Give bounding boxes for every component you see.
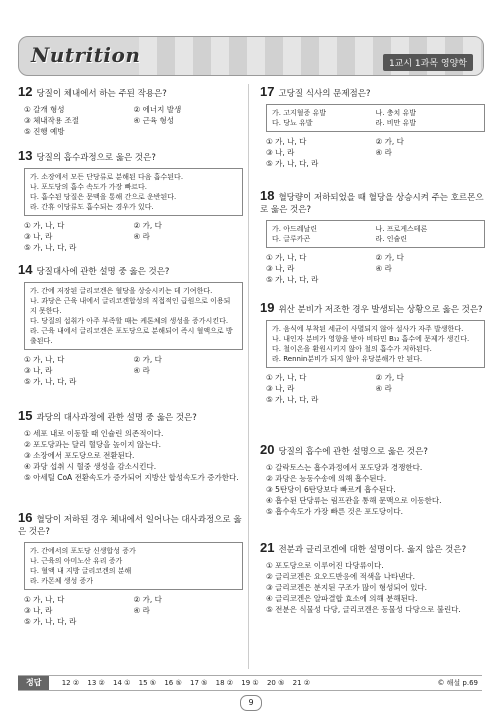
question-number: 14 [18, 262, 33, 277]
statement: 다. 당질의 섭취가 아주 부족할 때는 케톤체의 생성을 증가시킨다. [30, 317, 229, 325]
statement: 다. 흡수된 당질은 문맥을 통해 간으로 운반된다. [30, 193, 177, 201]
option[interactable]: ④ 흡수된 단당류는 림프관을 통해 문맥으로 이동한다. [266, 496, 442, 505]
statement: 가. 고지혈증 유발 [272, 109, 327, 117]
option[interactable]: ④ 라 [375, 148, 392, 157]
question-17 [260, 86, 485, 169]
option[interactable]: ① 갈개 형성 [24, 105, 65, 114]
answer-item: 20 ⑤ [266, 679, 285, 687]
question-text: 당질이 체내에서 하는 주된 작용은? [36, 89, 167, 99]
option[interactable]: ② 가, 다 [133, 221, 162, 230]
question-text: 당질대사에 관한 설명 중 옳은 것은? [36, 267, 170, 277]
option[interactable]: ② 가, 다 [133, 355, 162, 364]
statement: 나. 프로게스테론 [375, 225, 428, 233]
statement: 라. 인슐린 [375, 235, 407, 243]
question-21 [260, 542, 485, 615]
question-number: 12 [18, 84, 33, 99]
statement: 가. 간에서의 포도당 신생합성 증가 [30, 547, 136, 555]
option[interactable]: ② 가, 다 [375, 253, 404, 262]
statement: 라. 카몬체 생성 증가 [30, 577, 93, 585]
answer-key-label: 정답 [18, 676, 49, 690]
option[interactable]: ① 가, 나, 다 [266, 373, 307, 382]
option[interactable]: ⑤ 가, 나, 다, 라 [266, 159, 319, 168]
answer-item: 19 ① [241, 679, 259, 687]
option[interactable]: ③ 체내작용 조절 [24, 116, 79, 125]
column-divider [248, 84, 249, 669]
statement: 나. 과당은 근육 내에서 글리코겐합성의 직접적인 급원으로 이용되지 못한다. [30, 297, 231, 315]
statement: 가. 음식에 부착된 세균이 사멸되지 않아 설사가 자주 발생한다. [272, 325, 464, 333]
statement-box [24, 542, 243, 590]
question-15 [18, 410, 243, 483]
question-14 [18, 264, 243, 387]
statement: 나. 근육의 아미노산 유리 증가 [30, 557, 123, 565]
question-number: 16 [18, 510, 33, 525]
option[interactable]: ③ 나, 라 [24, 366, 53, 375]
option[interactable]: ④ 라 [133, 366, 150, 375]
option[interactable]: ① 갈락토스는 흡수과정에서 포도당과 경쟁한다. [266, 463, 423, 472]
question-19 [260, 302, 485, 405]
option[interactable]: ⑤ 가, 나, 다, 라 [24, 377, 77, 386]
statement: 라. 비만 유발 [375, 119, 416, 127]
option[interactable]: ② 가, 다 [375, 137, 404, 146]
statement: 다. 글루카곤 [272, 235, 311, 243]
option[interactable]: ① 가, 나, 다 [24, 595, 65, 604]
question-16 [18, 512, 243, 627]
option[interactable]: ③ 나, 라 [24, 232, 53, 241]
option[interactable]: ④ 라 [133, 606, 150, 615]
statement: 나. 충치 유발 [375, 109, 416, 117]
option[interactable]: ④ 근육 형성 [133, 116, 174, 125]
statement: 라. Rennin분비가 되지 않아 유당분해가 안 된다. [272, 355, 423, 363]
question-number: 20 [260, 442, 275, 457]
option[interactable]: ③ 나, 라 [266, 148, 295, 157]
question-text: 위산 분비가 저조한 경우 발생되는 상황으로 옳은 것은? [278, 305, 483, 315]
option[interactable]: ⑤ 가, 나, 다, 라 [266, 275, 319, 284]
option[interactable]: ① 세포 내로 이동할 때 인슐린 의존적이다. [24, 429, 164, 438]
statement: 다. 당뇨 유발 [272, 119, 313, 127]
answer-item: 16 ⑤ [164, 679, 182, 687]
option[interactable]: ② 가, 다 [375, 373, 404, 382]
option[interactable]: ④ 글리코겐은 알파결합 효소에 의해 분해된다. [266, 594, 418, 603]
option[interactable]: ③ 나, 라 [266, 264, 295, 273]
question-18 [260, 190, 485, 285]
statement: 다. 철이온을 환원시키지 않아 철의 흡수가 저하된다. [272, 345, 432, 353]
statement-box [266, 320, 485, 368]
question-number: 21 [260, 540, 275, 555]
option[interactable]: ① 가, 나, 다 [266, 137, 307, 146]
statement: 가. 간에 저장된 글리코겐은 혈당을 상승시키는 데 기여한다. [30, 287, 213, 295]
statement: 나. 내인자 분비가 영향을 받아 비타민 B₁₂ 흡수에 문제가 생긴다. [272, 335, 470, 343]
question-text: 혈당량이 저하되었을 때 혈당을 상승시켜 주는 호르몬으로 옳은 것은? [260, 193, 484, 215]
question-text: 과당의 대사과정에 관한 설명 중 옳은 것은? [36, 413, 197, 423]
answer-item: 15 ⑤ [138, 679, 157, 687]
page-title: Nutrition [31, 43, 141, 67]
option[interactable]: ⑤ 아세틸 CoA 전환속도가 증가되어 지방산 합성속도가 증가한다. [24, 473, 239, 482]
statement: 가. 소장에서 모든 단당류로 분해된 다음 흡수된다. [30, 173, 184, 181]
statement: 나. 포도당의 흡수 속도가 가장 빠르다. [30, 183, 148, 191]
question-text: 고당질 식사의 문제점은? [278, 89, 371, 99]
answer-item: 12 ② [61, 679, 80, 687]
option[interactable]: ④ 과당 섭취 시 혈중 생성을 감소시킨다. [24, 462, 157, 471]
statement-box [266, 104, 485, 132]
option[interactable]: ③ 글리코겐은 분지된 구조가 많이 형성되어 있다. [266, 583, 428, 592]
question-text: 당질의 흡수과정으로 옳은 것은? [36, 153, 156, 163]
statement: 다. 혈액 내 지방 글리코겐의 분해 [30, 567, 132, 575]
option[interactable]: ② 과당은 능동수송에 의해 흡수된다. [266, 474, 387, 483]
option[interactable]: ③ 나, 라 [24, 606, 53, 615]
statement-box [24, 282, 243, 350]
question-number: 18 [260, 188, 275, 203]
explanation-reference: © 해설 p.69 [437, 679, 478, 687]
option[interactable]: ② 글리코겐은 요오드반응에 적색을 나타낸다. [266, 572, 416, 581]
option[interactable]: ⑤ 가, 나, 다, 라 [24, 243, 77, 252]
statement: 가. 아드레날린 [272, 225, 318, 233]
explanation-page: 해설 p.69 [446, 679, 478, 687]
option[interactable]: ⑤ 가, 나, 다, 라 [24, 617, 77, 626]
question-number: 17 [260, 84, 275, 99]
answer-item: 18 ② [215, 679, 234, 687]
section-subtitle: 1교시 1과목 영양학 [383, 54, 473, 71]
statement-box [266, 220, 485, 248]
option[interactable]: ④ 라 [375, 384, 392, 393]
answer-key-bar [18, 675, 482, 691]
option[interactable]: ⑤ 흡수속도가 가장 빠른 것은 포도당이다. [266, 507, 403, 516]
statement: 라. 간휴 이당류도 흡수되는 경우가 있다. [30, 203, 154, 211]
question-13 [18, 150, 243, 253]
option[interactable]: ⑤ 전분은 식물성 다당, 글리코겐은 동물성 다당으로 불린다. [266, 605, 461, 614]
header-banner [18, 36, 484, 76]
option[interactable]: ③ 나, 라 [266, 384, 295, 393]
option[interactable]: ① 가, 나, 다 [24, 221, 65, 230]
option[interactable]: ① 포도당으로 이루어진 다당류이다. [266, 561, 384, 570]
option[interactable]: ① 가, 나, 다 [266, 253, 307, 262]
page-number: 9 [240, 695, 262, 711]
question-number: 15 [18, 408, 33, 423]
option[interactable]: ③ 소장에서 포도당으로 전환된다. [24, 451, 135, 460]
statement-box [24, 168, 243, 216]
question-12 [18, 86, 243, 137]
answer-item: 21 ② [292, 679, 311, 687]
answer-item: 17 ⑤ [189, 679, 208, 687]
question-text: 혈당이 저하된 경우 체내에서 일어나는 대사과정으로 옳은 것은? [18, 515, 242, 537]
answer-item: 13 ② [87, 679, 105, 687]
option[interactable]: ② 가, 다 [133, 595, 162, 604]
question-text: 당질의 흡수에 관한 설명으로 옳은 것은? [278, 447, 428, 457]
question-20 [260, 444, 485, 517]
statement: 라. 근육 내에서 글리코겐은 포도당으로 분해되어 즉시 혈액으로 방출된다. [30, 327, 233, 345]
option[interactable]: ② 에너지 발생 [133, 105, 182, 114]
answer-item: 14 ① [113, 679, 131, 687]
option[interactable]: ④ 라 [133, 232, 150, 241]
option[interactable]: ③ 5탄당이 6탄당보다 빠르게 흡수된다. [266, 485, 396, 494]
option[interactable]: ⑤ 진행 예방 [24, 127, 65, 136]
question-number: 13 [18, 148, 33, 163]
option[interactable]: ① 가, 나, 다 [24, 355, 65, 364]
option[interactable]: ④ 라 [375, 264, 392, 273]
question-text: 전분과 글리코겐에 대한 설명이다. 옳지 않은 것은? [278, 545, 467, 555]
question-number: 19 [260, 300, 275, 315]
option[interactable]: ⑤ 가, 나, 다, 라 [266, 395, 319, 404]
option[interactable]: ② 포도당과는 달리 혈당을 높이지 않는다. [24, 440, 161, 449]
